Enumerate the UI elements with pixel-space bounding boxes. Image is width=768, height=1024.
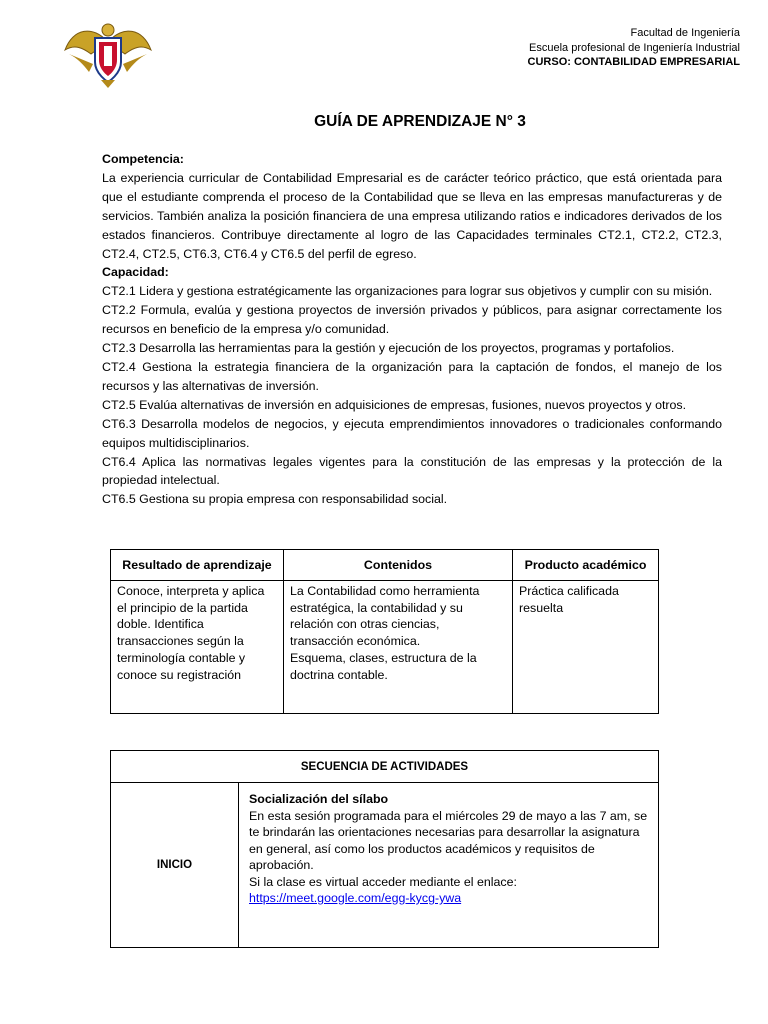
- page-title: GUÍA DE APRENDIZAJE N° 3: [314, 113, 526, 130]
- activity-content: [239, 783, 659, 948]
- faculty-name: Facultad de Ingeniería: [630, 27, 740, 39]
- university-logo: [63, 20, 153, 90]
- capacidad-label: Capacidad:: [102, 265, 169, 280]
- capacidad-item: CT2.5 Evalúa alternativas de inversión en adquisiciones de empresas, fusiones, nuevos proyectos y otros.: [102, 397, 687, 412]
- capacidad-item: CT2.2 Formula, evalúa y gestiona proyectos de inversión privados y públicos, para asignar correctamente los recursos en beneficio de la empresa y/o comunidad.: [102, 303, 722, 337]
- column-header: Resultado de aprendizaje: [111, 550, 284, 581]
- table-cell: Práctica calificada resuelta: [513, 581, 659, 714]
- sequence-header: SECUENCIA DE ACTIVIDADES: [111, 751, 659, 783]
- course-name: CURSO: CONTABILIDAD EMPRESARIAL: [527, 56, 740, 68]
- capacidad-item: CT2.1 Lidera y gestiona estratégicamente las organizaciones para lograr sus objetivos y cumplir con su misión.: [102, 284, 713, 299]
- capacidad-item: CT6.3 Desarrolla modelos de negocios, y ejecuta emprendimientos innovadores o tradicionales conformando equipos multidisciplinarios.: [102, 416, 722, 450]
- university-eagle-crest-logo-icon: [63, 20, 153, 90]
- activity-description: En esta sesión programada para el miércoles 29 de mayo a las 7 am, se te brindarán las orientaciones necesarias para desarrollar la asignatura en general, así como los productos académicos y requisitos de aprobación.: [249, 808, 648, 872]
- activity-sequence-table: [110, 750, 659, 948]
- institution-header: [528, 26, 740, 70]
- capacidad-item: CT6.5 Gestiona su propia empresa con responsabilidad social.: [102, 492, 448, 507]
- column-header: Contenidos: [284, 550, 513, 581]
- capacidad-item: CT2.3 Desarrolla las herramientas para la gestión y ejecución de los proyectos, programas y portafolios.: [102, 341, 675, 356]
- school-name: Escuela profesional de Ingeniería Industrial: [529, 41, 740, 54]
- table-cell: Conoce, interpreta y aplica el principio de la partida doble. Identifica transacciones según la terminología contable y conoce su registración: [111, 581, 284, 714]
- meeting-link[interactable]: https://meet.google.com/egg-kycg-ywa: [249, 891, 462, 905]
- competencia-text: La experiencia curricular de Contabilidad Empresarial es de carácter teórico práctico, que está orientada para que el estudiante comprenda el proceso de la Contabilidad que se lleva en las empresas manufactureras y de servicios. También analiza la posición financiera de una empresa utilizando ratios e indicadores derivados de los estados financieros. Contribuye directamente al logro de las Capacidades terminales CT2.1, CT2.2, CT2.3, CT2.4, CT2.5, CT6.3, CT6.4 y CT6.5 del perfil de egreso.: [102, 170, 722, 261]
- phase-label: INICIO: [111, 783, 239, 948]
- column-header: Producto académico: [513, 550, 659, 581]
- document-body: [102, 150, 722, 509]
- capacidad-item: CT2.4 Gestiona la estrategia financiera de la organización para la captación de fondos, el manejo de los recursos y las alternativas de inversión.: [102, 359, 722, 393]
- competencia-label: Competencia:: [102, 152, 184, 166]
- capacidad-item: CT6.4 Aplica las normativas legales vigentes para la constitución de las empresas y la protección de la propiedad intelectual.: [102, 454, 722, 488]
- link-intro: Si la clase es virtual acceder mediante el enlace:: [249, 874, 517, 889]
- learning-outcomes-table: [110, 549, 659, 714]
- table-cell: La Contabilidad como herramienta estratégica, la contabilidad y su relación con otras ciencias, transacción económica. Esquema, clases, estructura de la doctrina contable.: [284, 581, 513, 714]
- activity-subtitle: Socialización del sílabo: [249, 792, 389, 806]
